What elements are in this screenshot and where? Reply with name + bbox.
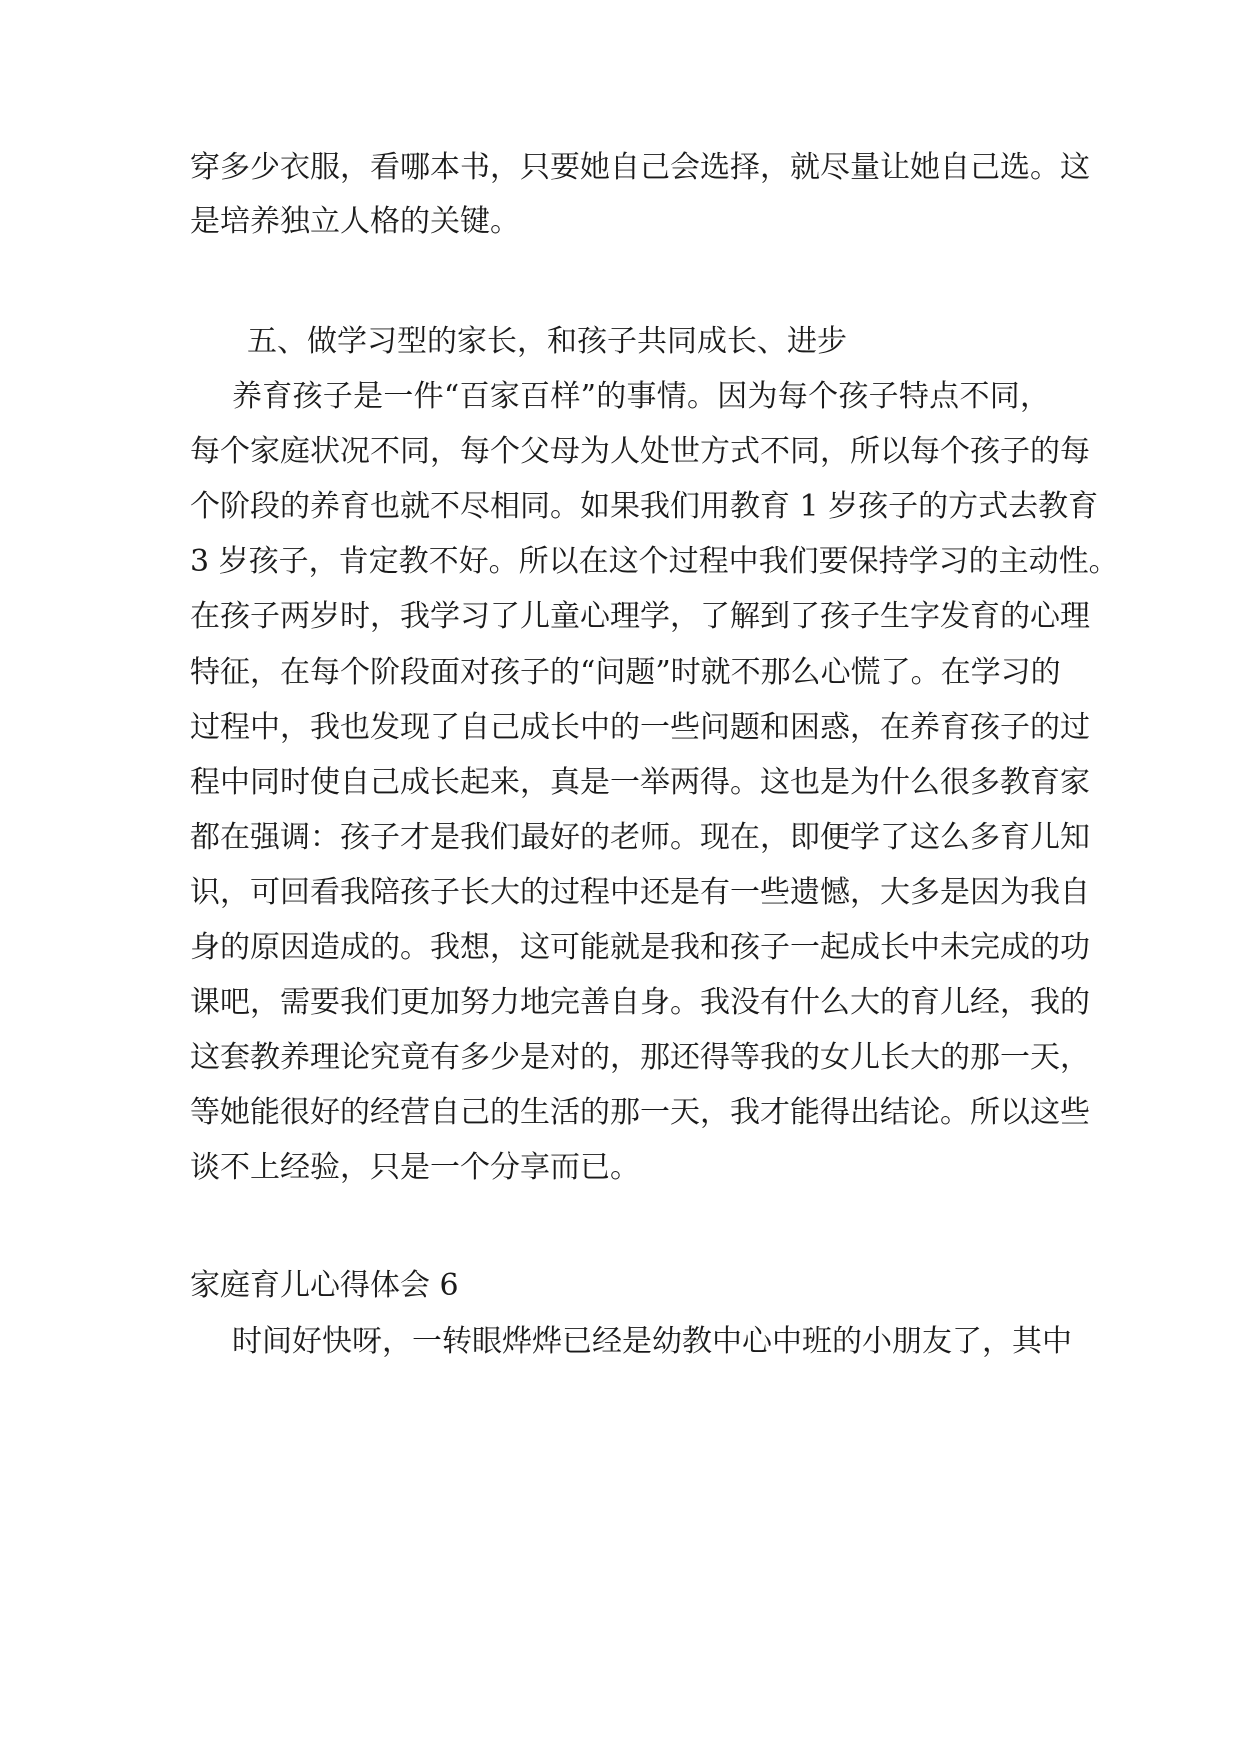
- paragraph-2-line-12: 课吧，需要我们更加努力地完善自身。我没有什么大的育儿经，我的: [190, 985, 1090, 1020]
- paragraph-1-line-2: 是培养独立人格的关键。: [190, 204, 520, 239]
- paragraph-2-line-3: 个阶段的养育也就不尽相同。如果我们用教育 1 岁孩子的方式去教育: [190, 489, 1099, 524]
- paragraph-2-line-10: 识，可回看我陪孩子长大的过程中还是有一些遗憾，大多是因为我自: [190, 875, 1090, 910]
- paragraph-2-line-5: 在孩子两岁时，我学习了儿童心理学，了解到了孩子生字发育的心理: [190, 599, 1090, 634]
- paragraph-2-line-11: 身的原因造成的。我想，这可能就是我和孩子一起成长中未完成的功: [190, 930, 1090, 965]
- paragraph-2-line-2: 每个家庭状况不同，每个父母为人处世方式不同，所以每个孩子的每: [190, 434, 1090, 469]
- paragraph-3-line-1: 时间好快呀，一转眼烨烨已经是幼教中心中班的小朋友了，其中: [232, 1324, 1072, 1359]
- article-title: 家庭育儿心得体会 6: [190, 1268, 459, 1303]
- paragraph-2-line-7: 过程中，我也发现了自己成长中的一些问题和困惑，在养育孩子的过: [190, 710, 1090, 745]
- paragraph-2-line-14: 等她能很好的经营自己的生活的那一天，我才能得出结论。所以这些: [190, 1095, 1090, 1130]
- section-heading: 五、做学习型的家长，和孩子共同成长、进步: [247, 324, 847, 359]
- paragraph-2-line-1: 养育孩子是一件“百家百样”的事情。因为每个孩子特点不同，: [232, 379, 1050, 414]
- paragraph-2-line-4: 3 岁孩子，肯定教不好。所以在这个过程中我们要保持学习的主动性。: [190, 544, 1119, 579]
- paragraph-2-line-9: 都在强调：孩子才是我们最好的老师。现在，即便学了这么多育儿知: [190, 820, 1090, 855]
- paragraph-2-line-8: 程中同时使自己成长起来，真是一举两得。这也是为什么很多教育家: [190, 765, 1090, 800]
- paragraph-2-line-6: 特征，在每个阶段面对孩子的“问题”时就不那么心慌了。在学习的: [190, 655, 1061, 690]
- paragraph-2-line-13: 这套教养理论究竟有多少是对的，那还得等我的女儿长大的那一天，: [190, 1040, 1090, 1075]
- paragraph-1-line-1: 穿多少衣服，看哪本书，只要她自己会选择，就尽量让她自己选。这: [190, 150, 1090, 185]
- paragraph-2-line-15: 谈不上经验，只是一个分享而已。: [190, 1150, 640, 1185]
